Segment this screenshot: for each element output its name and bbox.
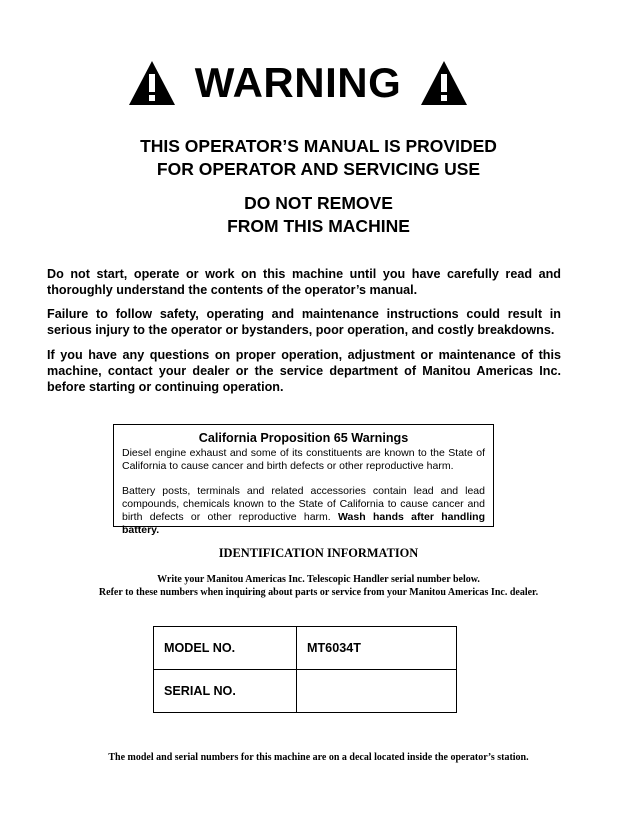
prop65-battery-body: Battery posts, terminals and related accessories contain lead and lead compounds, chemicals known to the State of California to cause cancer and birth defects or other reproductive harm.	[122, 485, 485, 523]
model-row	[154, 627, 457, 670]
heading-line-2: FOR OPERATOR AND SERVICING USE	[156, 159, 481, 179]
heading-line-3: DO NOT REMOVE	[244, 193, 393, 213]
warning-title: WARNING	[194, 59, 402, 106]
warning-triangle-icon	[128, 60, 176, 106]
prop65-box	[113, 424, 494, 536]
footer-note: The model and serial numbers for this machine are on a decal located inside the operator’s station.	[108, 752, 529, 763]
prop65-battery-warning: Wash hands after handling battery.	[122, 511, 485, 536]
serial-value	[297, 670, 457, 713]
paragraph-safety: Failure to follow safety, operating and maintenance instructions could result in serious injury to the operator or bystanders, poor operation, and costly breakdowns.	[47, 307, 561, 337]
serial-row	[154, 670, 457, 713]
identification-table	[153, 626, 457, 713]
warning-banner	[0, 58, 637, 120]
warning-triangle-icon	[420, 60, 468, 106]
serial-label: SERIAL NO.	[154, 670, 297, 713]
model-label: MODEL NO.	[154, 627, 297, 670]
identification-title: IDENTIFICATION INFORMATION	[218, 546, 419, 560]
identification-instruction-1: Write your Manitou Americas Inc. Telescopic Handler serial number below.	[157, 574, 480, 585]
model-value: MT6034T	[297, 627, 457, 670]
identification-instruction-2: Refer to these numbers when inquiring about parts or service from your Manitou Americas Inc. dealer.	[98, 587, 539, 598]
heading-line-1: THIS OPERATOR’S MANUAL IS PROVIDED	[140, 136, 497, 156]
paragraph-read-manual: Do not start, operate or work on this machine until you have carefully read and thoroughly understand the contents of the operator’s manual.	[47, 267, 561, 297]
heading-line-4: FROM THIS MACHINE	[227, 216, 410, 236]
prop65-diesel-text: Diesel engine exhaust and some of its constituents are known to the State of California to cause cancer and birth defects or other reproductive harm.	[122, 447, 485, 472]
prop65-title: California Proposition 65 Warnings	[198, 431, 409, 445]
paragraph-questions: If you have any questions on proper operation, adjustment or maintenance of this machine, contact your dealer or the service department of Manitou Americas Inc. before starting or continuing operation.	[47, 348, 561, 394]
prop65-battery-text	[122, 485, 485, 537]
